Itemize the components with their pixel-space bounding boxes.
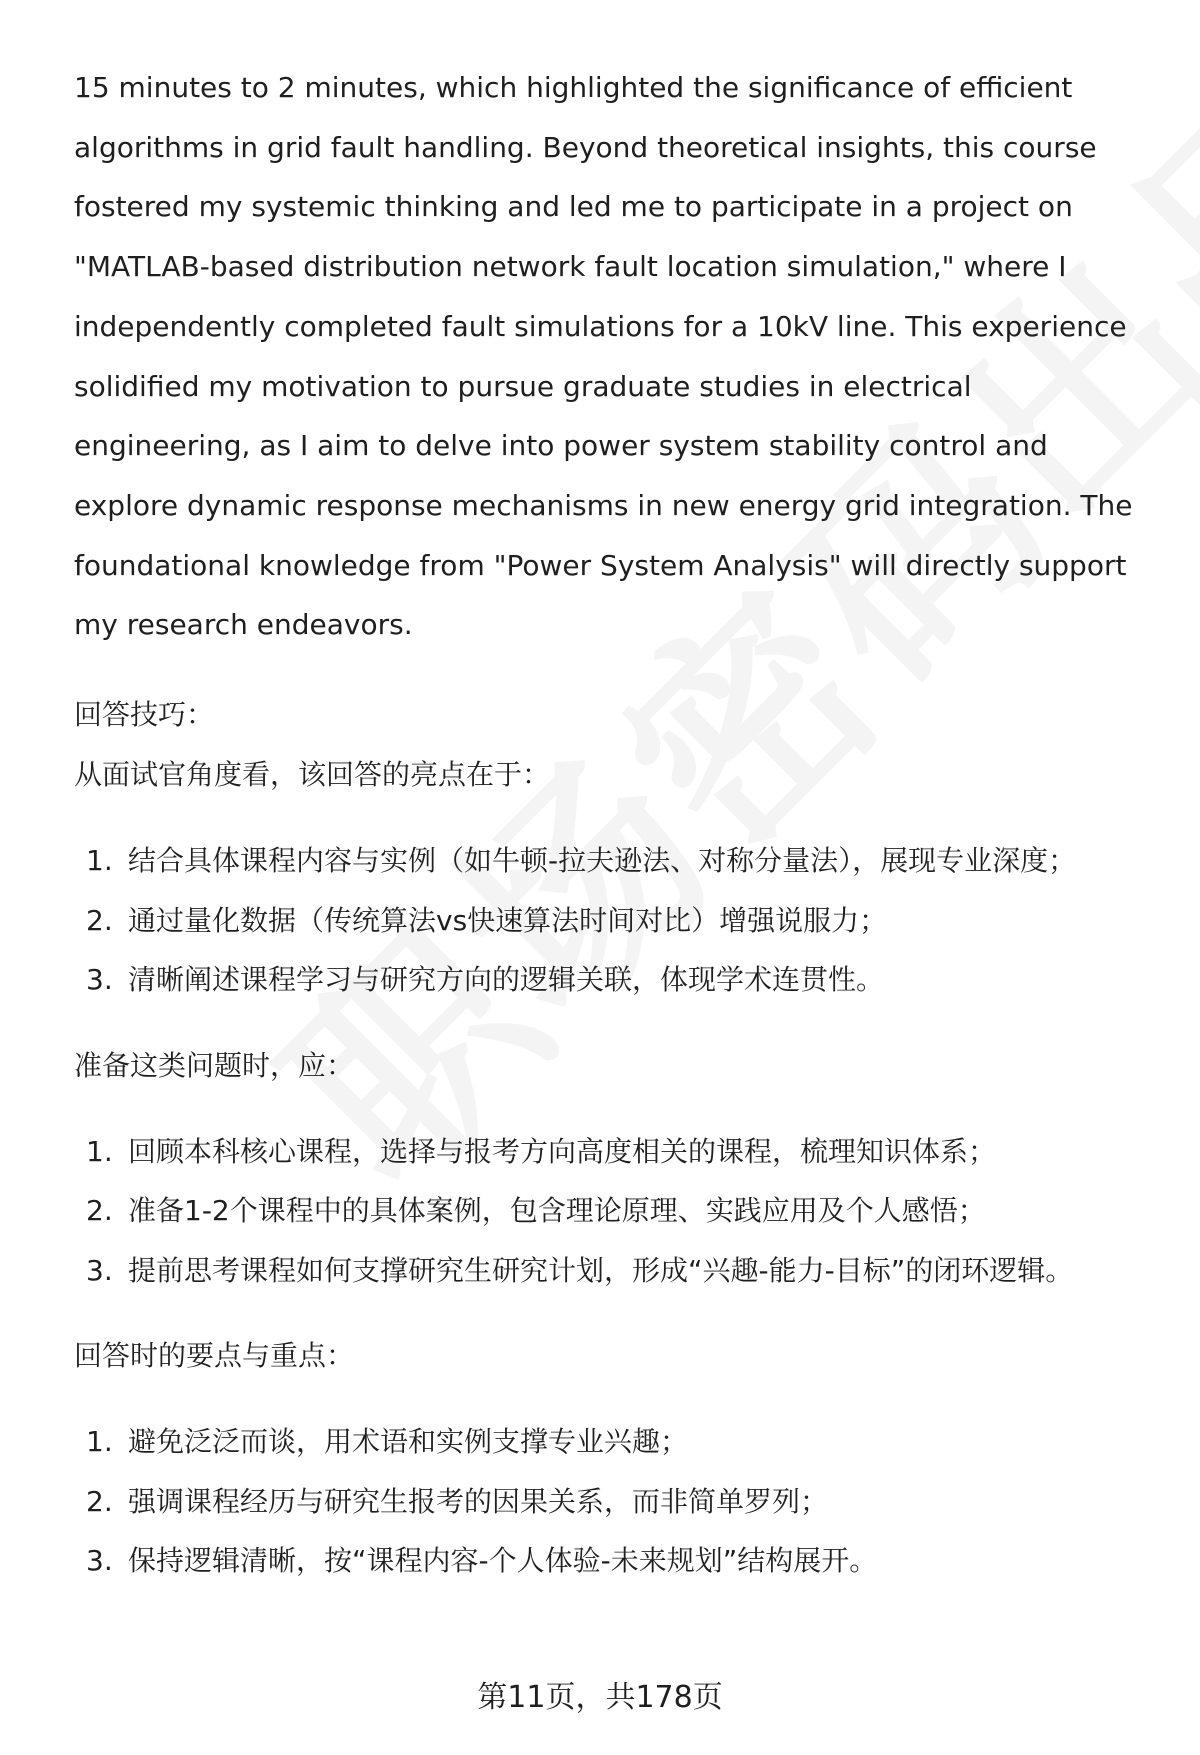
list-item-text: 提前思考课程如何支撑研究生研究计划，形成“兴趣-能力-目标”的闭环逻辑。 [128,1253,1074,1287]
tips-title: 回答技巧： [74,698,215,732]
list-item: 3. 提前思考课程如何支撑研究生研究计划，形成“兴趣-能力-目标”的闭环逻辑。 [86,1253,1074,1287]
list-item-text: 避免泛泛而谈，用术语和实例支撑专业兴趣； [128,1425,689,1459]
list-item: 3. 保持逻辑清晰，按“课程内容-个人体验-未来规划”结构展开。 [86,1544,878,1578]
keypoints-intro: 回答时的要点与重点： [74,1339,355,1373]
list-item-text: 强调课程经历与研究生报考的因果关系，而非简单罗列； [128,1484,829,1518]
list-item: 2. 准备1-2个课程中的具体案例，包含理论原理、实践应用及个人感悟； [86,1194,986,1228]
list-item: 1. 避免泛泛而谈，用术语和实例支撑专业兴趣； [86,1425,689,1459]
prepare-intro: 准备这类问题时，应： [74,1048,355,1082]
list-item-text: 结合具体课程内容与实例（如牛顿-拉夫逊法、对称分量法），展现专业深度； [128,844,1077,878]
page-number: 第11页，共178页 [477,1680,723,1715]
list-item-text: 准备1-2个课程中的具体案例，包含理论原理、实践应用及个人感悟； [128,1194,986,1228]
list-item-text: 通过量化数据（传统算法vs快速算法时间对比）增强说服力； [128,903,888,937]
prepare-list [74,1122,1154,1301]
intro-paragraph: 15 minutes to 2 minutes, which highlighted the significance of efficient algorithms in grid fault handling. Beyond theoretical insights, this course fostered my systemic thinking and led me to participate in a project on "MATLAB-based distribution network fault location simulation," where I independently completed fault simulations for a 10kV line. This experience solidified my motivation to pursue graduate studies in electrical engineering, as I aim to delve into power system stability control and explore dynamic response mechanisms in new energy grid integration. The foundational knowledge from "Power System Analysis" will directly support my research endeavors. [74,71,1133,642]
list-item: 1. 回顾本科核心课程，选择与报考方向高度相关的课程，梳理知识体系； [86,1134,997,1168]
list-item: 2. 强调课程经历与研究生报考的因果关系，而非简单罗列； [86,1484,829,1518]
highlights-list [74,831,1154,1010]
list-item-text: 保持逻辑清晰，按“课程内容-个人体验-未来规划”结构展开。 [128,1544,878,1578]
keypoints-list [74,1412,1154,1591]
list-item-text: 回顾本科核心课程，选择与报考方向高度相关的课程，梳理知识体系； [128,1134,997,1168]
highlights-intro: 从面试官角度看，该回答的亮点在于： [74,758,551,792]
page-content [74,58,1154,1591]
list-item: 1. 结合具体课程内容与实例（如牛顿-拉夫逊法、对称分量法），展现专业深度； [86,844,1077,878]
list-item-text: 清晰阐述课程学习与研究方向的逻辑关联，体现学术连贯性。 [128,963,885,997]
list-item: 3. 清晰阐述课程学习与研究方向的逻辑关联，体现学术连贯性。 [86,963,885,997]
list-item: 2. 通过量化数据（传统算法vs快速算法时间对比）增强说服力； [86,903,888,937]
